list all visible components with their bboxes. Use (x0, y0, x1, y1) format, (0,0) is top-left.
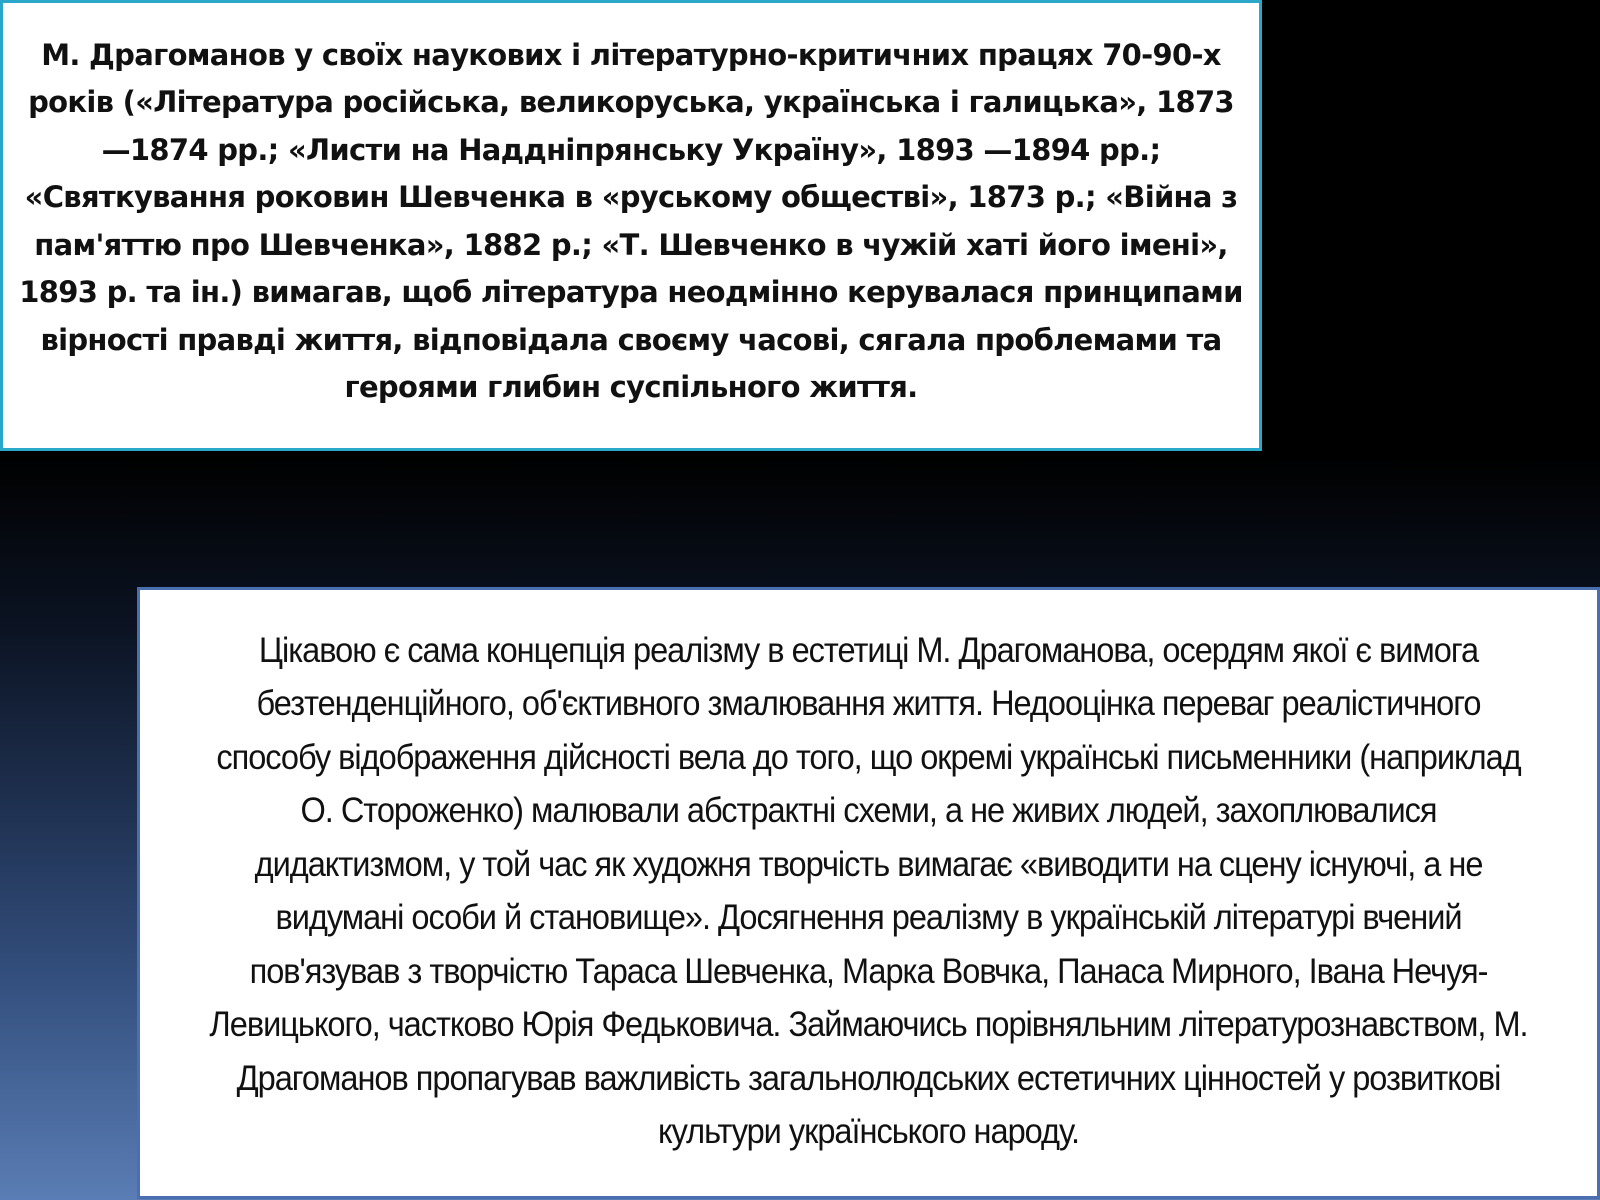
bottom-text-box (137, 587, 1600, 1199)
bottom-text-paragraph: Цікавою є сама концепція реалізму в естетиці М. Драгоманова, осердям якої є вимога безтенденційного, об'єктивного змалювання життя. Недооцінка переваг реалістичного способу відображення дійсності вела до того, що окремі українські письменники (наприклад О. Стороженко) малювали абстрактні схеми, а не живих людей, захоплювалися дидактизмом, у той час як художня творчість вимагає «виводити на сцену існуючі, а не видумані особи й становище». Досягнення реалізму в українській літературі вчений пов'язував з творчістю Тараса Шевченка, Марка Вовчка, Панаса Мирного, Івана Нечуя-Левицького, частково Юрія Федьковича. Займаючись порівняльним літературознавством, М. Драгоманов пропагував важливість загальнолюдських естетичних цінностей у розвиткові культури українського народу. (209, 630, 1528, 1151)
top-text-paragraph: М. Драгоманов у своїх наукових і літературно-критичних працях 70-90-х років («Література російська, великоруська, українська і галицька», 1873—1874 рр.; «Листи на Наддніпрянську Україну», 1893 —1894 рр.; «Святкування роковин Шевченка в «руському обществі», 1873 р.; «Війна з пам'яттю про Шевченка», 1882 р.; «Т. Шевченко в чужій хаті його імені», 1893 р. та ін.) вимагав, щоб література неодмінно керувалася принципами вірності правді життя, відповідала своєму часові, сягала проблемами та героями глибин суспільного життя. (19, 37, 1243, 404)
top-text-box (0, 0, 1262, 451)
